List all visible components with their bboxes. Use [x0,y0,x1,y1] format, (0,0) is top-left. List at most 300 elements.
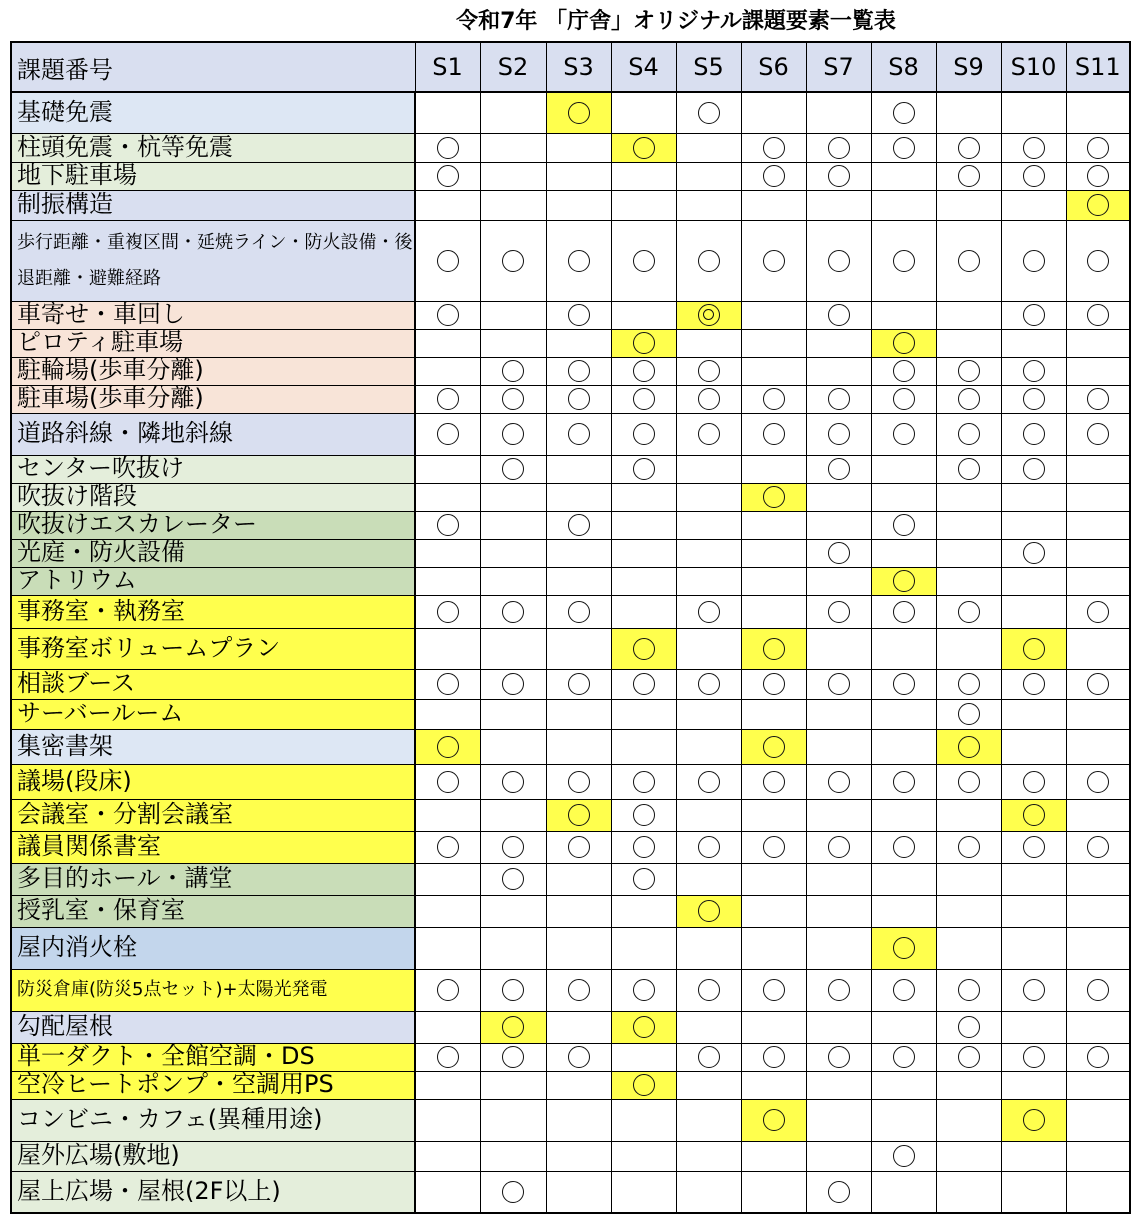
cell-s10 [1001,511,1066,539]
cell-s4 [611,799,676,831]
circle-mark-icon [633,673,655,695]
circle-mark-icon [633,360,655,382]
circle-mark-icon [633,332,655,354]
cell-s9 [936,162,1001,190]
circle-mark-icon [502,1016,524,1038]
circle-mark-icon [958,601,980,623]
circle-mark-icon [763,836,785,858]
table-row [11,669,1130,699]
table-row [11,1011,1130,1043]
cell-s11 [1066,831,1130,863]
circle-mark-icon [763,771,785,793]
cell-s6 [741,162,806,190]
circle-mark-icon [893,388,915,410]
circle-mark-icon [1023,388,1045,410]
cell-s7 [806,162,871,190]
circle-mark-icon [633,1074,655,1096]
row-label: 地下駐車場 [11,162,415,190]
circle-mark-icon [437,979,459,1001]
cell-s9 [936,329,1001,357]
table-row [11,1171,1130,1213]
cell-s6 [741,1171,806,1213]
circle-mark-icon [698,423,720,445]
cell-s5 [676,628,741,669]
cell-s1 [415,567,480,595]
cell-s9 [936,133,1001,162]
cell-s5 [676,301,741,329]
cell-s4 [611,831,676,863]
circle-mark-icon [958,703,980,725]
cell-s6 [741,669,806,699]
cell-s6 [741,969,806,1011]
cell-s11 [1066,385,1130,413]
circle-mark-icon [958,1016,980,1038]
cell-s1 [415,927,480,969]
cell-s10 [1001,595,1066,628]
cell-s1 [415,1099,480,1141]
table-row [11,1071,1130,1099]
cell-s8 [871,764,936,799]
cell-s8 [871,357,936,385]
cell-s10 [1001,628,1066,669]
cell-s7 [806,413,871,455]
circle-mark-icon [1023,165,1045,187]
cell-s4 [611,1071,676,1099]
cell-s10 [1001,1171,1066,1213]
cell-s3 [546,220,611,301]
page-title: 令和7年 「庁舎」オリジナル課題要素一覧表 [456,9,896,34]
cell-s3 [546,669,611,699]
cell-s6 [741,190,806,220]
cell-s8 [871,133,936,162]
cell-s3 [546,190,611,220]
table-row [11,927,1130,969]
cell-s10 [1001,133,1066,162]
circle-mark-icon [1023,1046,1045,1068]
cell-s10 [1001,357,1066,385]
table-row [11,729,1130,764]
cell-s11 [1066,729,1130,764]
circle-mark-icon [1023,304,1045,326]
cell-s1 [415,220,480,301]
cell-s3 [546,483,611,511]
column-header-s8: S8 [871,42,936,92]
cell-s5 [676,831,741,863]
double-circle-mark-icon [698,304,720,326]
cell-s4 [611,699,676,729]
cell-s6 [741,133,806,162]
circle-mark-icon [437,165,459,187]
cell-s7 [806,595,871,628]
cell-s11 [1066,357,1130,385]
circle-mark-icon [828,165,850,187]
cell-s3 [546,969,611,1011]
cell-s1 [415,483,480,511]
cell-s9 [936,729,1001,764]
cell-s5 [676,1043,741,1071]
cell-s10 [1001,385,1066,413]
cell-s11 [1066,628,1130,669]
cell-s2 [480,567,546,595]
row-label: 事務室・執務室 [11,595,415,628]
cell-s5 [676,92,741,133]
circle-mark-icon [568,304,590,326]
cell-s7 [806,539,871,567]
circle-mark-icon [828,771,850,793]
cell-s1 [415,511,480,539]
cell-s3 [546,1141,611,1171]
cell-s5 [676,220,741,301]
assignment-element-table [10,41,1131,1214]
circle-mark-icon [502,388,524,410]
table-row [11,895,1130,927]
circle-mark-icon [502,250,524,272]
row-label: 集密書架 [11,729,415,764]
cell-s6 [741,357,806,385]
cell-s2 [480,699,546,729]
cell-s6 [741,628,806,669]
cell-s2 [480,595,546,628]
cell-s5 [676,357,741,385]
header-row [11,42,1130,92]
cell-s11 [1066,699,1130,729]
circle-mark-icon [437,423,459,445]
cell-s7 [806,969,871,1011]
circle-mark-icon [893,673,915,695]
cell-s2 [480,1099,546,1141]
cell-s2 [480,895,546,927]
circle-mark-icon [437,836,459,858]
circle-mark-icon [698,1046,720,1068]
cell-s6 [741,220,806,301]
row-label: 吹抜けエスカレーター [11,511,415,539]
cell-s5 [676,1141,741,1171]
circle-mark-icon [828,1046,850,1068]
circle-mark-icon [437,304,459,326]
circle-mark-icon [893,1046,915,1068]
cell-s10 [1001,764,1066,799]
cell-s2 [480,799,546,831]
cell-s9 [936,220,1001,301]
circle-mark-icon [1087,836,1109,858]
cell-s2 [480,190,546,220]
cell-s3 [546,927,611,969]
cell-s5 [676,190,741,220]
row-label: 議場(段床) [11,764,415,799]
cell-s10 [1001,927,1066,969]
circle-mark-icon [1087,673,1109,695]
circle-mark-icon [698,673,720,695]
cell-s2 [480,385,546,413]
table-row [11,567,1130,595]
cell-s8 [871,595,936,628]
circle-mark-icon [958,165,980,187]
cell-s6 [741,1099,806,1141]
cell-s1 [415,162,480,190]
cell-s11 [1066,162,1130,190]
circle-mark-icon [1023,137,1045,159]
cell-s4 [611,628,676,669]
cell-s5 [676,1099,741,1141]
column-header-s3: S3 [546,42,611,92]
cell-s3 [546,133,611,162]
cell-s5 [676,511,741,539]
cell-s4 [611,357,676,385]
cell-s1 [415,628,480,669]
row-label: 単一ダクト・全館空調・DS [11,1043,415,1071]
circle-mark-icon [1023,979,1045,1001]
cell-s1 [415,831,480,863]
cell-s5 [676,1071,741,1099]
cell-s9 [936,669,1001,699]
cell-s6 [741,799,806,831]
cell-s2 [480,628,546,669]
table-row [11,699,1130,729]
cell-s2 [480,455,546,483]
circle-mark-icon [633,771,655,793]
cell-s7 [806,764,871,799]
cell-s6 [741,1071,806,1099]
cell-s4 [611,190,676,220]
circle-mark-icon [633,804,655,826]
row-label: 屋内消火栓 [11,927,415,969]
cell-s8 [871,628,936,669]
cell-s8 [871,190,936,220]
cell-s6 [741,863,806,895]
cell-s11 [1066,455,1130,483]
circle-mark-icon [502,771,524,793]
cell-s4 [611,301,676,329]
cell-s8 [871,699,936,729]
cell-s1 [415,190,480,220]
table-row [11,764,1130,799]
row-label: 授乳室・保育室 [11,895,415,927]
cell-s11 [1066,927,1130,969]
table-row [11,455,1130,483]
circle-mark-icon [893,360,915,382]
cell-s8 [871,413,936,455]
cell-s11 [1066,92,1130,133]
cell-s10 [1001,413,1066,455]
circle-mark-icon [1087,601,1109,623]
cell-s6 [741,1043,806,1071]
row-label: 多目的ホール・講堂 [11,863,415,895]
cell-s5 [676,567,741,595]
row-label: 会議室・分割会議室 [11,799,415,831]
table-row [11,628,1130,669]
cell-s3 [546,863,611,895]
circle-mark-icon [828,979,850,1001]
cell-s11 [1066,511,1130,539]
cell-s2 [480,1171,546,1213]
table-row [11,831,1130,863]
column-header-s4: S4 [611,42,676,92]
circle-mark-icon [763,979,785,1001]
circle-mark-icon [958,736,980,758]
cell-s6 [741,567,806,595]
cell-s2 [480,301,546,329]
cell-s1 [415,863,480,895]
cell-s6 [741,301,806,329]
cell-s6 [741,1011,806,1043]
cell-s8 [871,92,936,133]
cell-s4 [611,1099,676,1141]
cell-s9 [936,595,1001,628]
circle-mark-icon [763,137,785,159]
circle-mark-icon [893,570,915,592]
cell-s4 [611,220,676,301]
cell-s8 [871,1011,936,1043]
cell-s11 [1066,1071,1130,1099]
header-label: 課題番号 [11,42,415,92]
cell-s11 [1066,301,1130,329]
cell-s3 [546,799,611,831]
cell-s11 [1066,190,1130,220]
cell-s1 [415,1043,480,1071]
circle-mark-icon [568,673,590,695]
cell-s6 [741,699,806,729]
circle-mark-icon [502,601,524,623]
cell-s11 [1066,220,1130,301]
table-row [11,385,1130,413]
cell-s11 [1066,133,1130,162]
cell-s4 [611,413,676,455]
circle-mark-icon [828,1181,850,1203]
circle-mark-icon [1023,423,1045,445]
circle-mark-icon [1023,1109,1045,1131]
circle-mark-icon [958,360,980,382]
cell-s8 [871,1043,936,1071]
table-row [11,162,1130,190]
circle-mark-icon [437,601,459,623]
cell-s1 [415,539,480,567]
cell-s7 [806,895,871,927]
table-row [11,863,1130,895]
cell-s5 [676,927,741,969]
cell-s5 [676,133,741,162]
cell-s2 [480,329,546,357]
cell-s8 [871,831,936,863]
cell-s6 [741,413,806,455]
cell-s5 [676,669,741,699]
circle-mark-icon [698,836,720,858]
cell-s3 [546,539,611,567]
cell-s7 [806,357,871,385]
cell-s1 [415,1141,480,1171]
cell-s1 [415,1011,480,1043]
circle-mark-icon [698,771,720,793]
cell-s4 [611,92,676,133]
circle-mark-icon [763,486,785,508]
row-label: 事務室ボリュームプラン [11,628,415,669]
circle-mark-icon [437,250,459,272]
cell-s2 [480,92,546,133]
cell-s7 [806,483,871,511]
cell-s1 [415,895,480,927]
circle-mark-icon [568,250,590,272]
circle-mark-icon [828,304,850,326]
cell-s2 [480,831,546,863]
circle-mark-icon [893,836,915,858]
cell-s9 [936,1011,1001,1043]
table-row [11,301,1130,329]
circle-mark-icon [502,1181,524,1203]
circle-mark-icon [437,736,459,758]
circle-mark-icon [568,771,590,793]
row-label: コンビニ・カフェ(異種用途) [11,1099,415,1141]
cell-s6 [741,1141,806,1171]
cell-s7 [806,190,871,220]
cell-s2 [480,133,546,162]
cell-s5 [676,385,741,413]
cell-s3 [546,1099,611,1141]
circle-mark-icon [633,458,655,480]
circle-mark-icon [437,388,459,410]
cell-s9 [936,483,1001,511]
circle-mark-icon [633,388,655,410]
circle-mark-icon [958,458,980,480]
cell-s7 [806,455,871,483]
cell-s7 [806,1099,871,1141]
cell-s8 [871,567,936,595]
circle-mark-icon [633,137,655,159]
cell-s4 [611,863,676,895]
cell-s1 [415,969,480,1011]
cell-s9 [936,895,1001,927]
cell-s7 [806,699,871,729]
column-header-s5: S5 [676,42,741,92]
cell-s2 [480,927,546,969]
circle-mark-icon [502,423,524,445]
cell-s7 [806,799,871,831]
cell-s4 [611,1011,676,1043]
circle-mark-icon [893,601,915,623]
column-header-s9: S9 [936,42,1001,92]
circle-mark-icon [893,102,915,124]
circle-mark-icon [633,979,655,1001]
cell-s8 [871,729,936,764]
cell-s2 [480,764,546,799]
table-row [11,539,1130,567]
circle-mark-icon [698,388,720,410]
cell-s9 [936,1171,1001,1213]
cell-s10 [1001,1043,1066,1071]
cell-s4 [611,1141,676,1171]
cell-s4 [611,927,676,969]
cell-s10 [1001,220,1066,301]
cell-s10 [1001,92,1066,133]
cell-s4 [611,729,676,764]
cell-s2 [480,863,546,895]
cell-s10 [1001,831,1066,863]
cell-s10 [1001,483,1066,511]
circle-mark-icon [958,673,980,695]
circle-mark-icon [893,771,915,793]
cell-s11 [1066,1141,1130,1171]
circle-mark-icon [633,423,655,445]
cell-s3 [546,1071,611,1099]
cell-s4 [611,162,676,190]
circle-mark-icon [502,836,524,858]
cell-s3 [546,162,611,190]
cell-s1 [415,357,480,385]
circle-mark-icon [1023,836,1045,858]
cell-s1 [415,385,480,413]
cell-s6 [741,539,806,567]
circle-mark-icon [698,360,720,382]
cell-s2 [480,729,546,764]
row-label: 議員関係書室 [11,831,415,863]
